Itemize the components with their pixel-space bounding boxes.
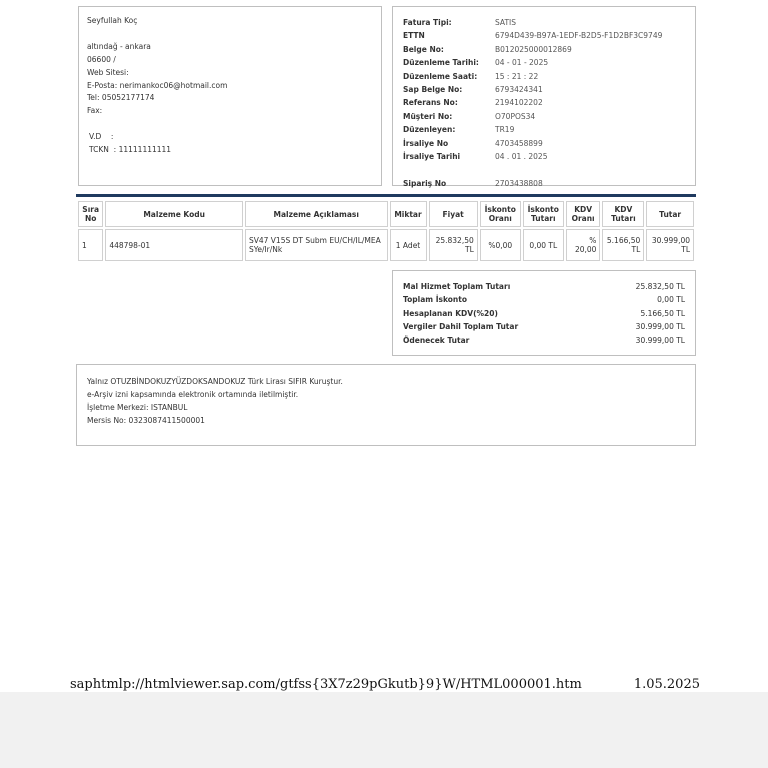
table-cell: %0,00 [480, 229, 521, 261]
total-value: 0,00 TL [657, 295, 685, 305]
seller-fax: Fax: [87, 106, 103, 116]
table-cell: 5.166,50 TL [602, 229, 644, 261]
footer-url: saphtmlp://htmlviewer.sap.com/gtfss{3X7z29pGkutb}9}W/HTML000001.htm [70, 677, 582, 692]
meta-value: B012025000012869 [495, 44, 572, 54]
meta-label: Referans No: [403, 98, 458, 108]
seller-info-box [78, 6, 382, 186]
meta-label: ETTN [403, 31, 425, 41]
total-row [403, 293, 685, 306]
meta-value: 4703458899 [495, 138, 543, 148]
total-row [403, 307, 685, 320]
total-value: 5.166,50 TL [640, 308, 685, 318]
seller-vd: V.D : [89, 132, 114, 142]
total-row [403, 320, 685, 333]
column-header: Malzeme Kodu [105, 201, 243, 227]
meta-label: İrsaliye Tarihi [403, 151, 461, 161]
meta-row [403, 150, 685, 163]
meta-value: 6794D439-B97A-1EDF-B2D5-F1D2BF3C9749 [495, 31, 663, 41]
total-row [403, 280, 685, 293]
invoice-meta-box [392, 6, 696, 186]
table-cell: 0,00 TL [523, 229, 564, 261]
meta-label: Düzenleme Tarihi: [403, 58, 479, 68]
meta-row [403, 29, 685, 42]
total-value: 30.999,00 TL [635, 335, 685, 345]
meta-label: Sap Belge No: [403, 84, 463, 94]
column-header: Fiyat [429, 201, 478, 227]
footer-date: 1.05.2025 [633, 677, 700, 692]
seller-address: altındağ - ankara [87, 41, 151, 51]
meta-label: Fatura Tipi: [403, 18, 452, 27]
meta-value: 04 . 01 . 2025 [495, 151, 548, 161]
meta-value: 04 - 01 - 2025 [495, 58, 549, 68]
total-value: 25.832,50 TL [635, 282, 685, 291]
meta-row [403, 16, 685, 29]
meta-value: TR19 [495, 125, 515, 135]
seller-website: Web Sitesi: [87, 67, 129, 77]
meta-row [403, 83, 685, 96]
meta-value: 15 : 21 : 22 [495, 71, 539, 81]
column-header: Sıra No [78, 201, 103, 227]
column-header: Malzeme Açıklaması [245, 201, 388, 227]
items-table [76, 199, 696, 263]
total-label: Vergiler Dahil Toplam Tutar [403, 322, 519, 332]
meta-row [403, 70, 685, 83]
column-header: İskonto Oranı [480, 201, 521, 227]
seller-postal: 06600 / [87, 54, 116, 64]
table-cell: SV47 V15S DT Subm EU/CH/IL/MEA SYe/Ir/Nk [245, 229, 388, 261]
meta-value: 2194102202 [495, 98, 543, 108]
total-label: Toplam İskonto [403, 295, 467, 305]
note-business-center: İşletme Merkezi: ISTANBUL [87, 402, 188, 412]
total-label: Ödenecek Tutar [403, 335, 470, 345]
meta-row [403, 96, 685, 109]
table-cell: % 20,00 [566, 229, 601, 261]
table-cell: 30.999,00 TL [646, 229, 694, 261]
items-top-divider [76, 194, 696, 197]
column-header: İskonto Tutarı [523, 201, 564, 227]
items-header-row [78, 201, 694, 227]
column-header: Tutar [646, 201, 694, 227]
note-mersis: Mersis No: 0323087411500001 [87, 415, 205, 425]
meta-value: SATIS [495, 18, 517, 27]
meta-row [403, 110, 685, 123]
meta-label: Düzenleyen: [403, 125, 456, 135]
meta-row [403, 56, 685, 69]
seller-email: E-Posta: nerimankoc06@hotmail.com [87, 80, 228, 90]
meta-row [403, 137, 685, 150]
totals-box [392, 270, 696, 356]
table-row [78, 229, 694, 261]
meta-label: İrsaliye No [403, 138, 449, 148]
table-cell: 25.832,50 TL [429, 229, 478, 261]
notes-box [76, 364, 696, 446]
table-cell: 448798-01 [105, 229, 243, 261]
seller-tckn: TCKN : 11111111111 [89, 145, 172, 155]
column-header: KDV Tutarı [602, 201, 644, 227]
total-value: 30.999,00 TL [635, 322, 685, 332]
total-label: Hesaplanan KDV(%20) [403, 308, 498, 318]
seller-name: Seyfullah Koç [87, 16, 138, 25]
meta-value: O70POS34 [495, 111, 536, 121]
total-label: Mal Hizmet Toplam Tutarı [403, 282, 511, 291]
total-row [403, 334, 685, 347]
meta-value: 2703438808 [495, 178, 543, 188]
meta-row [403, 163, 685, 176]
meta-label: Sipariş No [403, 178, 447, 188]
viewer-bottom-area [0, 692, 768, 768]
seller-phone: Tel: 05052177174 [87, 93, 155, 103]
meta-value: 6793424341 [495, 84, 543, 94]
meta-row [403, 177, 685, 190]
column-header: KDV Oranı [566, 201, 601, 227]
note-amount-words: Yalnız OTUZBİNDOKUZYÜZDOKSANDOKUZ Türk Lirası SIFIR Kuruştur. [87, 377, 343, 386]
meta-label: Belge No: [403, 44, 444, 54]
meta-row [403, 43, 685, 56]
meta-row [403, 123, 685, 136]
note-earsiv: e-Arşiv izni kapsamında elektronik ortamında iletilmiştir. [87, 389, 299, 399]
table-cell: 1 Adet [390, 229, 427, 261]
meta-label [403, 163, 495, 176]
table-cell: 1 [78, 229, 103, 261]
column-header: Miktar [390, 201, 427, 227]
meta-label: Müşteri No: [403, 111, 453, 121]
meta-label: Düzenleme Saati: [403, 71, 478, 81]
